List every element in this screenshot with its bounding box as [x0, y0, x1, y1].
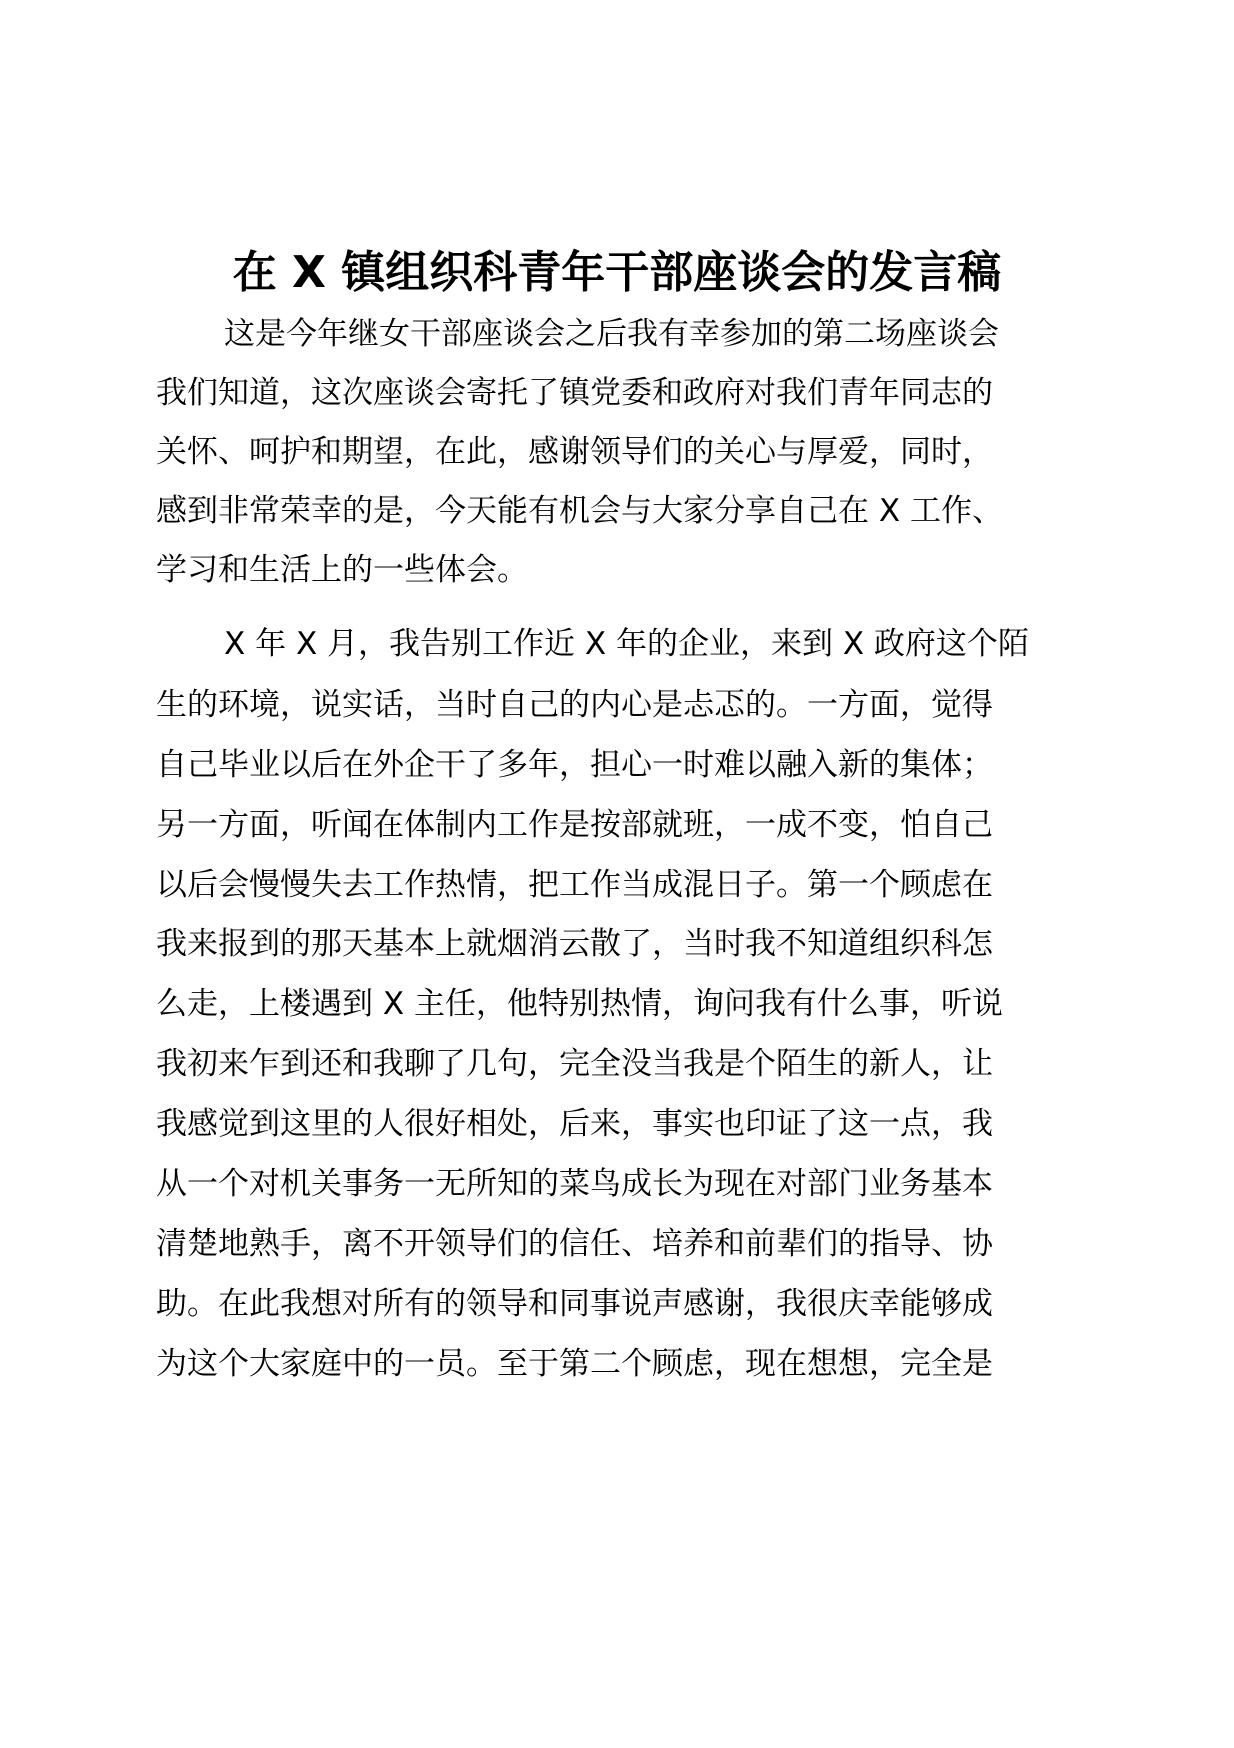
- paragraph-2-line-6: 我来报到的那天基本上就烟消云散了，当时我不知道组织科怎: [156, 926, 993, 962]
- paragraph-2-line-16: [156, 1512, 1091, 1576]
- paragraph-2-line-1: X 年 X 月，我告别工作近 X 年的企业，来到 X 政府这个陌: [224, 626, 1029, 662]
- paragraph-2-line-13: 为这个大家庭中的一员。至于第二个顾虑，现在想想，完全是: [156, 1346, 993, 1382]
- document-title: 在 X 镇组织科青年干部座谈会的发言稿: [232, 247, 1002, 298]
- paragraph-2-line-4: 另一方面，听闻在体制内工作是按部就班，一成不变，怕自己: [156, 807, 993, 843]
- paragraph-2-line-14: [156, 1392, 1091, 1456]
- paragraph-2-line-9: 我感觉到这里的人很好相处，后来，事实也印证了这一点，我: [156, 1106, 993, 1142]
- paragraph-1-line-2: 我们知道，这次座谈会寄托了镇党委和政府对我们青年同志的: [156, 375, 993, 411]
- paragraph-2-line-3: 自己毕业以后在外企干了多年，担心一时难以融入新的集体；: [156, 747, 993, 783]
- paragraph-2-line-11: 清楚地熟手，离不开领导们的信任、培养和前辈们的指导、协: [156, 1226, 993, 1262]
- paragraph-2-line-8: 我初来乍到还和我聊了几句，完全没当我是个陌生的新人，让: [156, 1046, 993, 1082]
- paragraph-2-line-15: [156, 1452, 1091, 1516]
- paragraph-1-line-1: 这是今年继女干部座谈会之后我有幸参加的第二场座谈会: [224, 316, 999, 352]
- paragraph-1-line-4: 感到非常荣幸的是，今天能有机会与大家分享自己在 X 工作、: [156, 493, 1003, 529]
- paragraph-2-line-5: 以后会慢慢失去工作热情，把工作当成混日子。第一个顾虑在: [156, 867, 993, 903]
- paragraph-2-line-2: 生的环境，说实话，当时自己的内心是忐忑的。一方面，觉得: [156, 687, 993, 723]
- paragraph-2-line-7: 么走，上楼遇到 X 主任，他特别热情，询问我有什么事，听说: [156, 986, 1003, 1022]
- paragraph-1-line-5: 学习和生活上的一些体会。: [156, 552, 528, 588]
- paragraph-2-line-10: 从一个对机关事务一无所知的菜鸟成长为现在对部门业务基本: [156, 1166, 993, 1202]
- paragraph-1-line-3: 关怀、呵护和期望，在此，感谢领导们的关心与厚爱，同时，: [156, 434, 993, 470]
- paragraph-2-line-12: 助。在此我想对所有的领导和同事说声感谢，我很庆幸能够成: [156, 1286, 993, 1322]
